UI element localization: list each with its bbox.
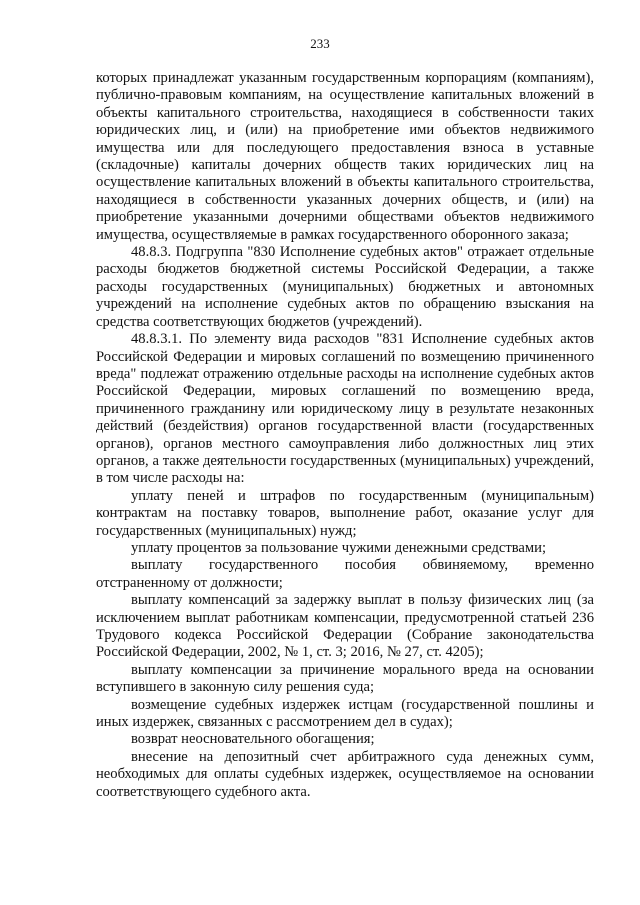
list-item-deposit: внесение на депозитный счет арбитражного суда денежных сумм, необходимых для оплаты судебных издержек, осуществляемое на основании соответствующего судебного акта. xyxy=(96,748,594,800)
list-item-moral-damage: выплату компенсации за причинение морального вреда на основании вступившего в законную силу решения суда; xyxy=(96,661,594,696)
paragraph-48-8-3: 48.8.3. Подгруппа "830 Исполнение судебных актов" отражает отдельные расходы бюджетов бюджетной системы Российской Федерации, а также расходы государственных (муниципальных) бюджетных и автономных учреждений на исполнение судебных актов по обращению взыскания на средства соответствующих бюджетов (учреждений). xyxy=(96,244,594,330)
list-item-compensation-delay: выплату компенсаций за задержку выплат в пользу физических лиц (за исключением выплат работникам компенсации, предусмотренной статьей 236 Трудового кодекса Российской Федерации (Собрание законодательства Российской Федерации, 2002, № 1, ст. 3; 2016, № 27, ст. 4205); xyxy=(96,592,594,661)
body-text xyxy=(96,70,594,801)
list-item-allowance: выплату государственного пособия обвиняемому, временно отстраненному от должности; xyxy=(96,557,594,591)
paragraph-48-8-3-1: 48.8.3.1. По элементу вида расходов "831 Исполнение судебных актов Российской Федерации и мировых соглашений по возмещению причиненного вреда" подлежат отражению отдельные расходы на исполнение судебных актов Российской Федерации, мировых соглашений по возмещению вреда, причиненного гражданину или юридическому лицу в результате незаконных действий (бездействия) органов государственной власти (государственных органов), органов местного самоуправления либо должностных лиц этих органов, а также деятельности государственных (муниципальных) учреждений, в том числе расходы на: xyxy=(96,331,594,487)
paragraph-continuation: которых принадлежат указанным государственным корпорациям (компаниям), публично-правовым компаниям, на осуществление капитальных вложений в объекты капитального строительства, находящиеся в собственности таких юридических лиц, и (или) на приобретение ими объектов недвижимого имущества или для последующего предоставления взноса в уставные (складочные) капиталы дочерних обществ таких юридических лиц на осуществление капитальных вложений в объекты капитального строительства, находящиеся в собственности указанных дочерних обществ, и (или) на приобретение указанными дочерними обществами объектов недвижимого имущества, осуществляемые в рамках государственного оборонного заказа; xyxy=(96,70,594,243)
list-item-court-costs: возмещение судебных издержек истцам (государственной пошлины и иных издержек, связанных с рассмотрением дел в судах); xyxy=(96,696,594,731)
list-item-interest: уплату процентов за пользование чужими денежными средствами; xyxy=(131,539,547,556)
list-item-unjust-enrichment: возврат неосновательного обогащения; xyxy=(131,731,375,748)
page-number: 233 xyxy=(310,36,330,51)
list-item-penalties: уплату пеней и штрафов по государственным (муниципальным) контрактам на поставку товаров, выполнение работ, оказание услуг для государственных (муниципальных) нужд; xyxy=(96,487,594,539)
